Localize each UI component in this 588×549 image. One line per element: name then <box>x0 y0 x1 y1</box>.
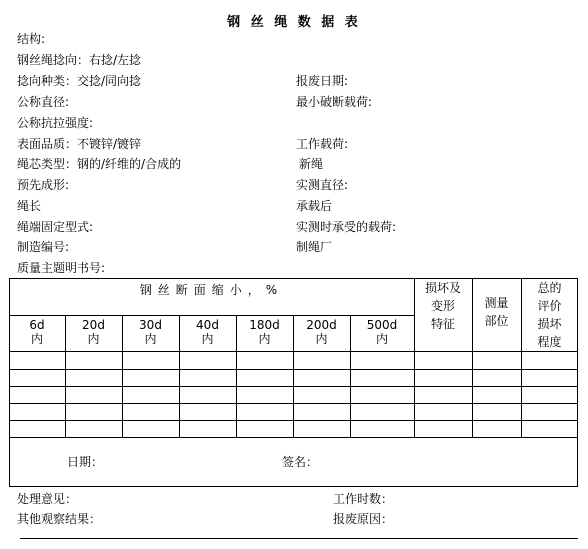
field-structure: 结构: <box>17 32 46 46</box>
header-damage-line: 特征 <box>430 317 455 331</box>
subcol-30d <box>122 318 179 346</box>
field-new-rope: 新绳 <box>299 157 324 171</box>
subcol-40d <box>179 318 236 346</box>
field-surface-quality: 表面品质：不镀锌/镀锌 <box>17 137 142 151</box>
header-eval-line: 总的 <box>537 281 562 295</box>
header-eval-line: 程度 <box>537 335 562 349</box>
subcol-distance: 20d <box>82 318 105 332</box>
table-top-border <box>9 278 578 279</box>
table-left-border <box>9 278 10 487</box>
footer-scrap-reason: 报废原因： <box>333 512 394 526</box>
field-rope-maker: 制绳厂 <box>296 240 333 254</box>
form-title: 钢 丝 绳 数 据 表 <box>227 15 361 30</box>
header-damage-line: 变形 <box>430 299 455 313</box>
field-end-fixing: 绳端固定型式: <box>17 220 94 234</box>
subcol-within: 内 <box>30 332 43 346</box>
subcol-distance: 180d <box>249 318 280 332</box>
field-certificate-number: 质量主题明书号: <box>17 261 106 275</box>
subcol-within: 内 <box>315 332 328 346</box>
field-scrap-date: 报废日期: <box>296 74 349 88</box>
subcol-200d <box>293 318 350 346</box>
row-line <box>9 437 578 438</box>
signature-label: 签名： <box>282 455 319 469</box>
subcol-within: 内 <box>87 332 100 346</box>
span-header-divider <box>9 315 414 316</box>
footer-working-hours: 工作时数： <box>333 492 394 506</box>
field-rope-length: 绳长 <box>17 199 42 213</box>
field-measured-diameter: 实测直径: <box>296 178 349 192</box>
field-load-at-measure: 实测时承受的载荷: <box>296 220 397 234</box>
subcol-within: 内 <box>375 332 388 346</box>
field-preformed: 预先成形: <box>17 178 70 192</box>
subcol-distance: 30d <box>139 318 162 332</box>
subcol-distance: 500d <box>366 318 398 332</box>
bottom-rule <box>20 538 578 539</box>
span-header: 钢丝断面缩小，% <box>139 283 284 297</box>
header-measure-line: 部位 <box>484 314 509 328</box>
subcol-distance: 6d <box>29 318 45 332</box>
table-bottom-border <box>9 486 578 487</box>
field-manufacture-number: 制造编号: <box>17 240 70 254</box>
header-damage-line: 损坏及 <box>424 281 461 295</box>
header-measure-line: 测量 <box>484 296 509 310</box>
field-tensile-strength: 公称抗拉强度: <box>17 116 94 130</box>
field-min-breaking-load: 最小破断载荷: <box>296 95 373 109</box>
footer-other-observations: 其他观察结果： <box>17 512 102 526</box>
field-after-loading: 承载后 <box>296 199 333 213</box>
subcol-distance: 40d <box>196 318 219 332</box>
subcol-within: 内 <box>201 332 214 346</box>
subcol-500d <box>350 318 414 346</box>
field-working-load: 工作载荷: <box>296 137 349 151</box>
field-nominal-diameter: 公称直径: <box>17 95 70 109</box>
header-measure-position <box>472 296 521 328</box>
subcol-20d <box>65 318 122 346</box>
subcol-180d <box>236 318 293 346</box>
header-eval-line: 评价 <box>537 299 562 313</box>
header-eval-line: 损坏 <box>537 317 562 331</box>
date-label: 日期： <box>67 455 104 469</box>
header-damage <box>414 281 472 331</box>
subcol-distance: 200d <box>306 318 337 332</box>
subcol-6d <box>9 318 65 346</box>
field-lay-direction: 钢丝绳捻向：右捻/左捻 <box>17 53 142 67</box>
subcol-within: 内 <box>258 332 271 346</box>
field-lay-type: 捻向种类：交捻/同向捻 <box>17 74 142 88</box>
field-core-type: 绳芯类型：钢的/纤维的/合成的 <box>17 157 182 171</box>
footer-handling-opinion: 处理意见： <box>17 492 78 506</box>
subcol-within: 内 <box>144 332 157 346</box>
header-overall-eval <box>521 281 578 349</box>
